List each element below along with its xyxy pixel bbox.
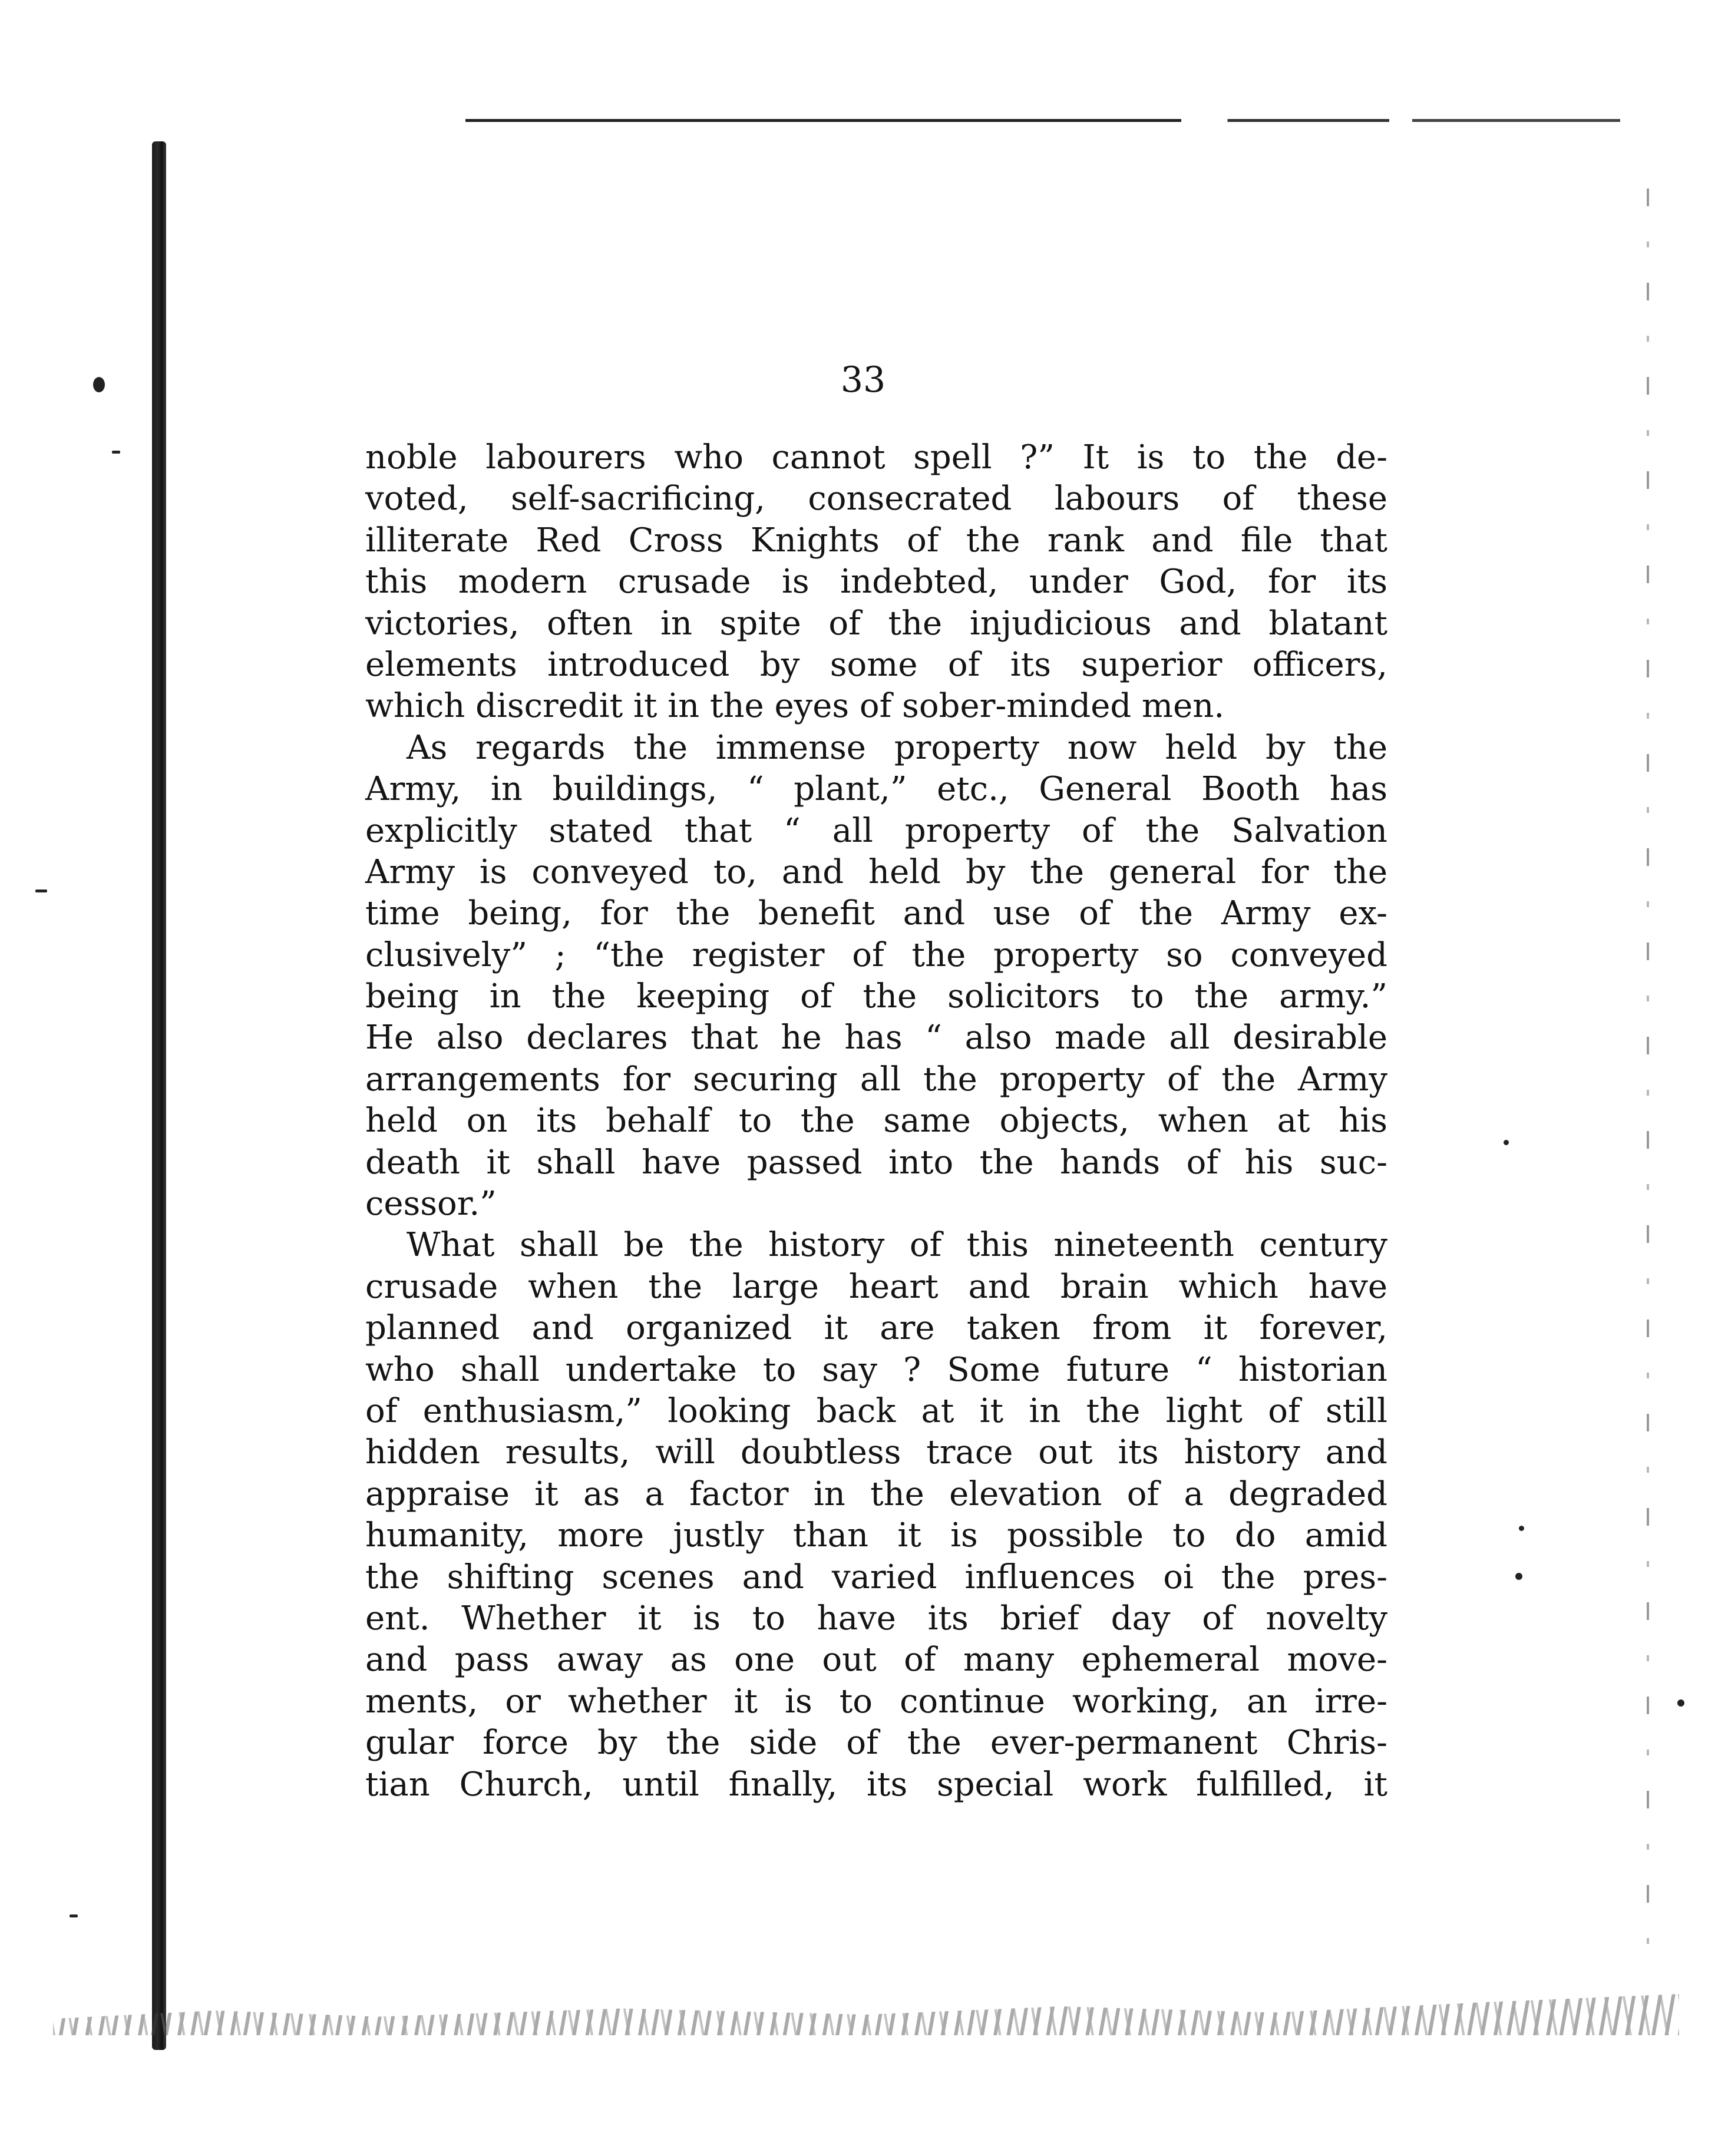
text-line: death it shall have passed into the hands of his suc- [365,1143,1387,1182]
text-line: explicitly stated that “ all property of the Salvation [365,811,1387,850]
text-line: He also declares that he has “ also made all desirable [365,1019,1387,1057]
text-line: ent. Whether it is to have its brief day of novelty [365,1599,1387,1638]
text-line: held on its behalf to the same objects, when at his [365,1102,1387,1140]
text-line: arrangements for securing all the property of the Army [365,1060,1387,1099]
text-line: which discredit it in the eyes of sober-minded men. [365,687,1225,726]
text-line: the shifting scenes and varied influences oi the pres- [365,1558,1387,1596]
margin-speck [1677,1699,1684,1707]
right-page-edge [1647,189,1649,1973]
margin-speck [1519,1526,1524,1531]
text-line: tian Church, until finally, its special work fulfilled, it [365,1765,1387,1804]
page-number: 33 [840,359,886,401]
text-line: victories, often in spite of the injudicious and blatant [365,604,1387,643]
top-rule [465,119,1620,122]
text-line: crusade when the large heart and brain which have [365,1267,1387,1306]
text-line: clusively” ; “the register of the property so conveyed [365,935,1387,974]
margin-speck [1504,1140,1509,1145]
text-line: this modern crusade is indebted, under God, for its [365,563,1387,601]
text-line: planned and organized it are taken from it forever, [365,1309,1387,1348]
text-line: Army, in buildings, “ plant,” etc., General Booth has [365,770,1387,809]
text-line: who shall undertake to say ? Some future “ historian [365,1350,1387,1389]
text-line: hidden results, will doubtless trace out its history and [365,1433,1387,1472]
text-line: noble labourers who cannot spell ?” It is to the de- [365,438,1387,477]
text-line: cessor.” [365,1185,497,1224]
text-line: humanity, more justly than it is possible to do amid [365,1516,1387,1555]
text-line: ments, or whether it is to continue working, an irre- [365,1682,1387,1721]
margin-speck [112,451,120,454]
text-line: time being, for the benefit and use of the Army ex- [365,894,1387,933]
margin-speck [93,377,105,392]
text-line: of enthusiasm,” looking back at it in the light of still [365,1391,1387,1430]
margin-speck [70,1914,78,1917]
margin-speck [35,889,47,892]
text-line: and pass away as one out of many ephemeral move- [365,1641,1387,1679]
text-line: illiterate Red Cross Knights of the rank and file that [365,521,1387,560]
text-line: Army is conveyed to, and held by the general for the [365,852,1387,891]
text-line: being in the keeping of the solicitors to the army.” [365,977,1387,1016]
left-binding-edge [152,141,166,2050]
text-line: voted, self-sacrificing, consecrated labours of these [365,480,1387,518]
text-line: As regards the immense property now held by the [407,728,1387,767]
text-line: What shall be the history of this nineteenth century [407,1226,1387,1265]
bottom-scan-noise [53,1994,1679,2035]
body-text [365,437,1387,1806]
text-line: appraise it as a factor in the elevation of a degraded [365,1474,1387,1513]
margin-speck [1515,1573,1522,1580]
text-line: gular force by the side of the ever-permanent Chris- [365,1724,1387,1763]
text-line: elements introduced by some of its superior officers, [365,645,1387,684]
